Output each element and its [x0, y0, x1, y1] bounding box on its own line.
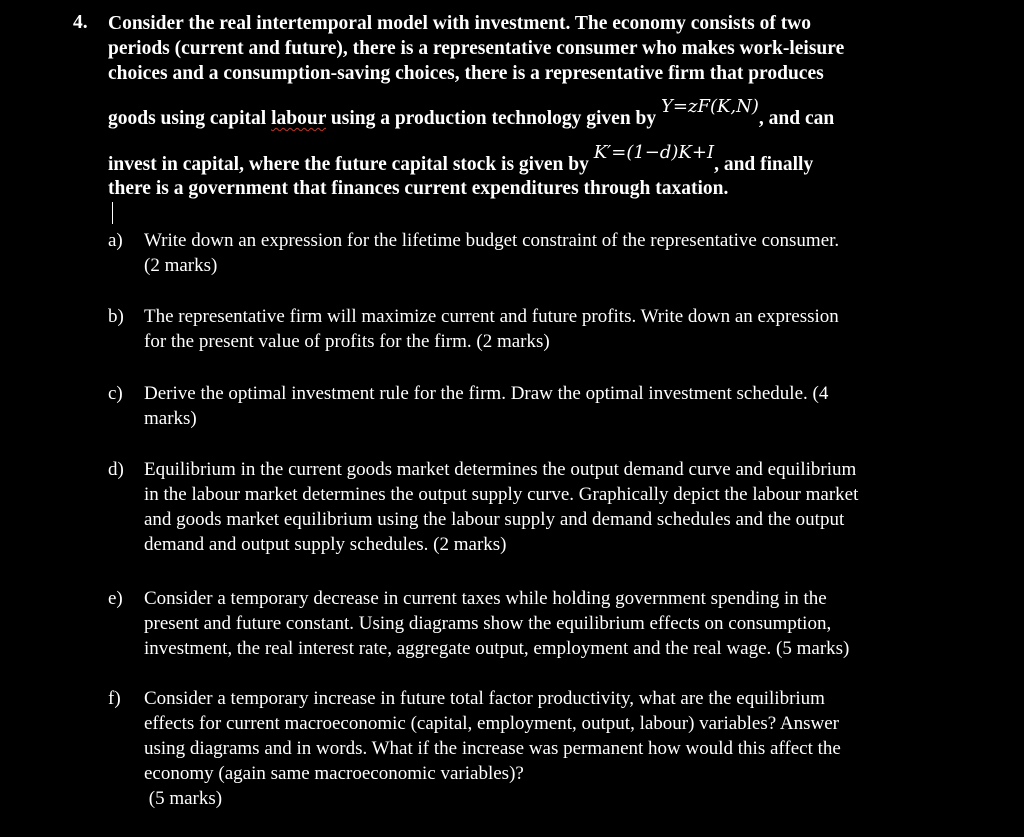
part-text-line: present and future constant. Using diagrams show the equilibrium effects on consumption,	[144, 613, 832, 634]
part-text-line: Equilibrium in the current goods market determines the output demand curve and equilibrium	[144, 459, 857, 480]
part-text-line: and goods market equilibrium using the labour supply and demand schedules and the output	[144, 509, 845, 530]
intro-line-1: Consider the real intertemporal model with investment. The economy consists of two	[108, 13, 812, 34]
part-text-line: Write down an expression for the lifetime budget constraint of the representative consumer.	[144, 230, 840, 251]
part-label: a)	[108, 230, 123, 251]
capital-accumulation-equation: K′=(1−d)K+I	[593, 142, 715, 163]
line4-text-mid: using a production technology given by	[326, 108, 662, 129]
part-text-line: for the present value of profits for the firm. (2 marks)	[144, 331, 550, 352]
part-text-line: The representative firm will maximize current and future profits. Write down an expression	[144, 306, 839, 327]
text-cursor	[112, 202, 113, 224]
part-label: e)	[108, 588, 123, 609]
part-text-line: (5 marks)	[144, 788, 223, 809]
part-text-line: Derive the optimal investment rule for the firm. Draw the optimal investment schedule. (4	[144, 383, 829, 404]
spellcheck-word-labour[interactable]: labour	[271, 108, 327, 129]
part-text-line: Consider a temporary decrease in current taxes while holding government spending in the	[144, 588, 827, 609]
part-text-line: demand and output supply schedules. (2 marks)	[144, 534, 507, 555]
line4-text-start: goods using capital	[108, 108, 272, 129]
question-number: 4.	[73, 12, 88, 33]
part-label: f)	[108, 688, 121, 709]
production-function-equation: Y=zF(K,N)	[661, 96, 759, 117]
line5-text-start: invest in capital, where the future capital stock is given by	[108, 154, 594, 175]
intro-line-6: there is a government that finances current expenditures through taxation.	[108, 178, 729, 199]
intro-line-5	[108, 142, 814, 177]
part-text-line: investment, the real interest rate, aggregate output, employment and the real wage. (5 marks)	[144, 638, 850, 659]
part-text-line: using diagrams and in words. What if the increase was permanent how would this affect the	[144, 738, 841, 759]
part-text-line: (2 marks)	[144, 255, 218, 276]
intro-line-3: choices and a consumption-saving choices, there is a representative firm that produces	[108, 63, 824, 84]
part-label: b)	[108, 306, 124, 327]
line5-text-end: , and finally	[714, 154, 814, 175]
intro-line-4	[108, 96, 835, 131]
part-text-line: Consider a temporary increase in future total factor productivity, what are the equilibrium	[144, 688, 825, 709]
part-text-line: economy (again same macroeconomic variables)?	[144, 763, 524, 784]
part-label: c)	[108, 383, 123, 404]
part-label: d)	[108, 459, 124, 480]
part-text-line: in the labour market determines the output supply curve. Graphically depict the labour market	[144, 484, 859, 505]
line4-text-end: , and can	[758, 108, 835, 129]
part-text-line: marks)	[144, 408, 197, 429]
part-text-line: effects for current macroeconomic (capital, employment, output, labour) variables? Answer	[144, 713, 839, 734]
intro-line-2: periods (current and future), there is a representative consumer who makes work-leisure	[108, 38, 845, 59]
